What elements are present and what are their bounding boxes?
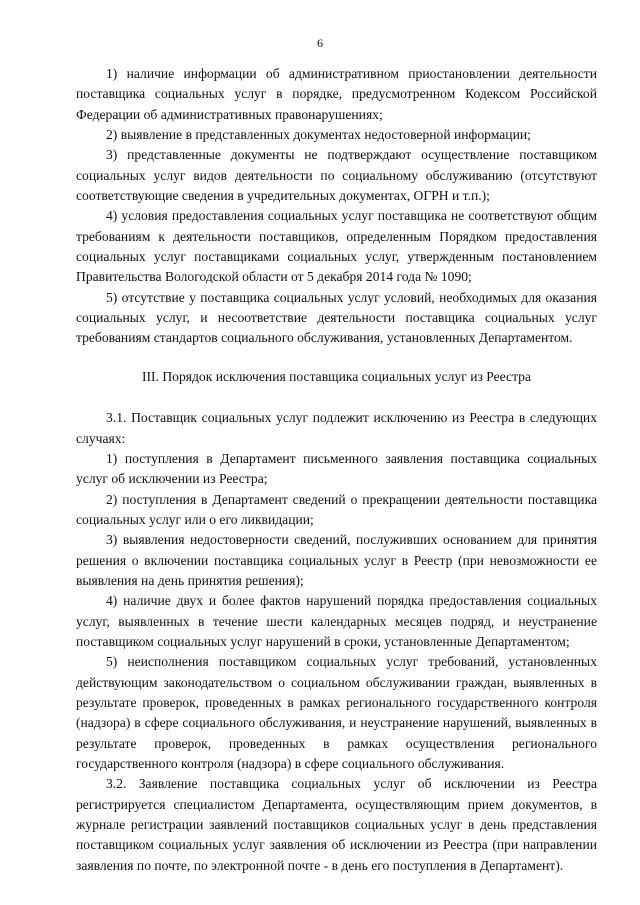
list-item: 4) наличие двух и более фактов нарушений порядка предоставления социальных услуг, выявленных в течение шести календарных месяцев подряд, и неустранение поставщиком социальных услуг нарушений в сроки, установленные Департаментом; bbox=[76, 593, 597, 649]
list-item: 5) отсутствие у поставщика социальных услуг условий, необходимых для оказания социальных услуг, и несоответствие деятельности поставщика социальных услуг требованиям стандартов социального обслуживания, установленных Департаментом. bbox=[76, 289, 597, 346]
clause-paragraph: 3.1. Поставщик социальных услуг подлежит исключению из Реестра в следующих случаях: bbox=[76, 410, 597, 446]
list-item: 2) выявление в представленных документах недостоверной информации; bbox=[106, 127, 531, 143]
page-number: 6 bbox=[317, 36, 323, 50]
list-item: 5) неисполнения поставщиком социальных услуг требований, установленных действующим законодательством о социальном обслуживании граждан, выявленных в результате проверок, проведенных в рамках регионального государственного контроля (надзора) в сфере социального обслуживания, и неустранение нарушений, выявленных в результате проверок, проведенных в рамках осуществления регионального государственного контроля (надзора) в сфере социального обслуживания. bbox=[76, 654, 597, 771]
section-heading: III. Порядок исключения поставщика социальных услуг из Реестра bbox=[141, 368, 532, 384]
document-body bbox=[76, 64, 597, 876]
clause-paragraph: 3.2. Заявление поставщика социальных услуг об исключении из Реестра регистрируется специалистом Департамента, осуществляющим прием документов, в журнале регистрации заявлений поставщиков социальных услуг в день представления поставщиком социальных услуг заявления об исключении из Реестра (при направлении заявления по почте, по электронной почте - в день его поступления в Департамент). bbox=[76, 776, 597, 873]
list-item: 2) поступления в Департамент сведений о прекращении деятельности поставщика социальных услуг или о его ликвидации; bbox=[76, 491, 597, 527]
list-item: 1) поступления в Департамент письменного заявления поставщика социальных услуг об исключении из Реестра; bbox=[76, 450, 597, 487]
list-item: 3) выявления недостоверности сведений, послуживших основанием для принятия решения о включении поставщика социальных услуг в Реестр (при невозможности ее выявления на день принятия решения); bbox=[76, 532, 597, 588]
list-item: 3) представленные документы не подтверждают осуществление поставщиком социальных услуг видов деятельности по социальному обслуживанию (отсутствуют соответствующие сведения в учредительных документах, ОГРН и т.п.); bbox=[76, 147, 597, 204]
list-item: 1) наличие информации об административном приостановлении деятельности поставщика социальных услуг в порядке, предусмотренном Кодексом Российской Федерации об административных правонарушениях; bbox=[76, 66, 597, 122]
list-item: 4) условия предоставления социальных услуг поставщика не соответствуют общим требованиям к деятельности поставщиков, определенным Порядком предоставления социальных услуг поставщиками социальных услуг, утвержденным постановлением Правительства Вологодской области от 5 декабря 2014 года № 1090; bbox=[76, 208, 597, 285]
